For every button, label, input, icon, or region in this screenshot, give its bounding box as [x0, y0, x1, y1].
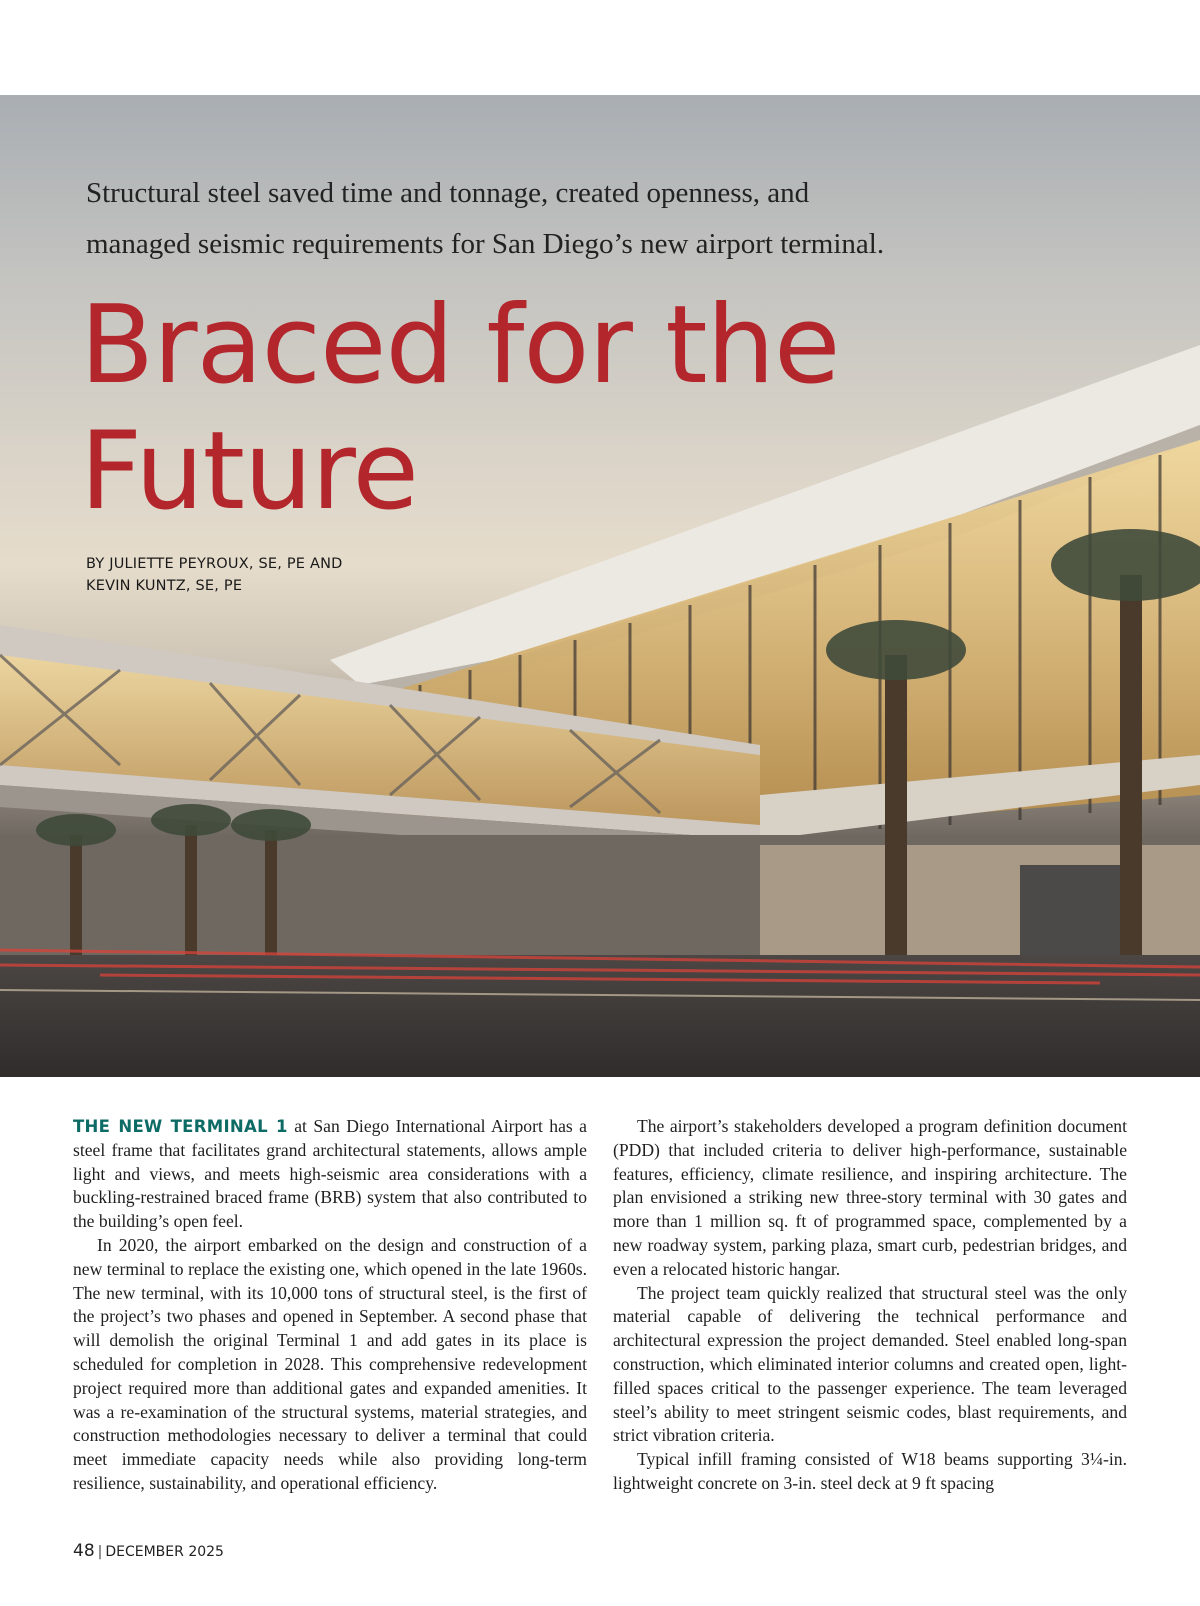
- dek-line-2: managed seismic requirements for San Diego’s new airport terminal.: [86, 228, 885, 260]
- footer-separator: |: [97, 1544, 103, 1560]
- paragraph-3: The airport’s stakeholders developed a program definition document (PDD) that included criteria to deliver high-performance, sustainable features, efficiency, climate resilience, and inspiring architecture. The plan envisioned a striking new three-story terminal with 30 gates and more than 1 million sq. ft of programmed space, complemented by a new roadway system, parking plaza, smart curb, pedestrian bridges, and even a relocated historic hangar.: [613, 1116, 1127, 1279]
- body-column-left: [73, 1115, 587, 1496]
- title-line-2: Future: [80, 409, 418, 534]
- byline: [86, 553, 486, 597]
- byline-line-2: KEVIN KUNTZ, SE, PE: [86, 578, 243, 594]
- paragraph-1: [73, 1115, 587, 1234]
- lead-in: THE NEW TERMINAL 1: [73, 1117, 288, 1136]
- article-dek: [86, 168, 946, 270]
- title-line-1: Braced for the: [80, 283, 840, 408]
- page-footer: [73, 1541, 224, 1561]
- byline-line-1: BY JULIETTE PEYROUX, SE, PE AND: [86, 556, 343, 572]
- paragraph-1-text: at San Diego International Airport has a steel frame that facilitates grand architectural statements, allows ample light and views, and meets high-seismic area considerations with a buckling-restrained braced frame (BRB) system that also contributed to the building’s open feel.: [73, 1116, 587, 1232]
- paragraph-5: Typical infill framing consisted of W18 beams supporting 3¼-in. lightweight concrete on 3-in. steel deck at 9 ft spacing: [613, 1449, 1127, 1493]
- body-column-right: [613, 1115, 1127, 1496]
- article-title: [80, 283, 980, 535]
- paragraph-2: In 2020, the airport embarked on the design and construction of a new terminal to replace the existing one, which opened in the late 1960s. The new terminal, with its 10,000 tons of structural steel, is the first of the project’s two phases and opened in September. A second phase that will demolish the original Terminal 1 and add gates in its place is scheduled for completion in 2028. This comprehensive redevelopment project required more than additional gates and expanded amenities. It was a re-examination of the structural systems, material strategies, and construction methodologies necessary to deliver a terminal that could meet immediate capacity needs while also providing long-term resilience, sustainability, and operational efficiency.: [73, 1234, 587, 1493]
- issue-date: DECEMBER 2025: [105, 1544, 224, 1560]
- page-number: 48: [73, 1541, 95, 1561]
- hero-photo: [0, 95, 1200, 1077]
- dek-line-1: Structural steel saved time and tonnage, created openness, and: [86, 177, 810, 209]
- paragraph-4: The project team quickly realized that structural steel was the only material capable of delivering the technical performance and architectural expression the project demanded. Steel enabled long-span construction, which eliminated interior columns and created open, light-filled spaces critical to the passenger experience. The team leveraged steel’s ability to meet stringent seismic codes, blast requirements, and strict vibration criteria.: [613, 1282, 1127, 1446]
